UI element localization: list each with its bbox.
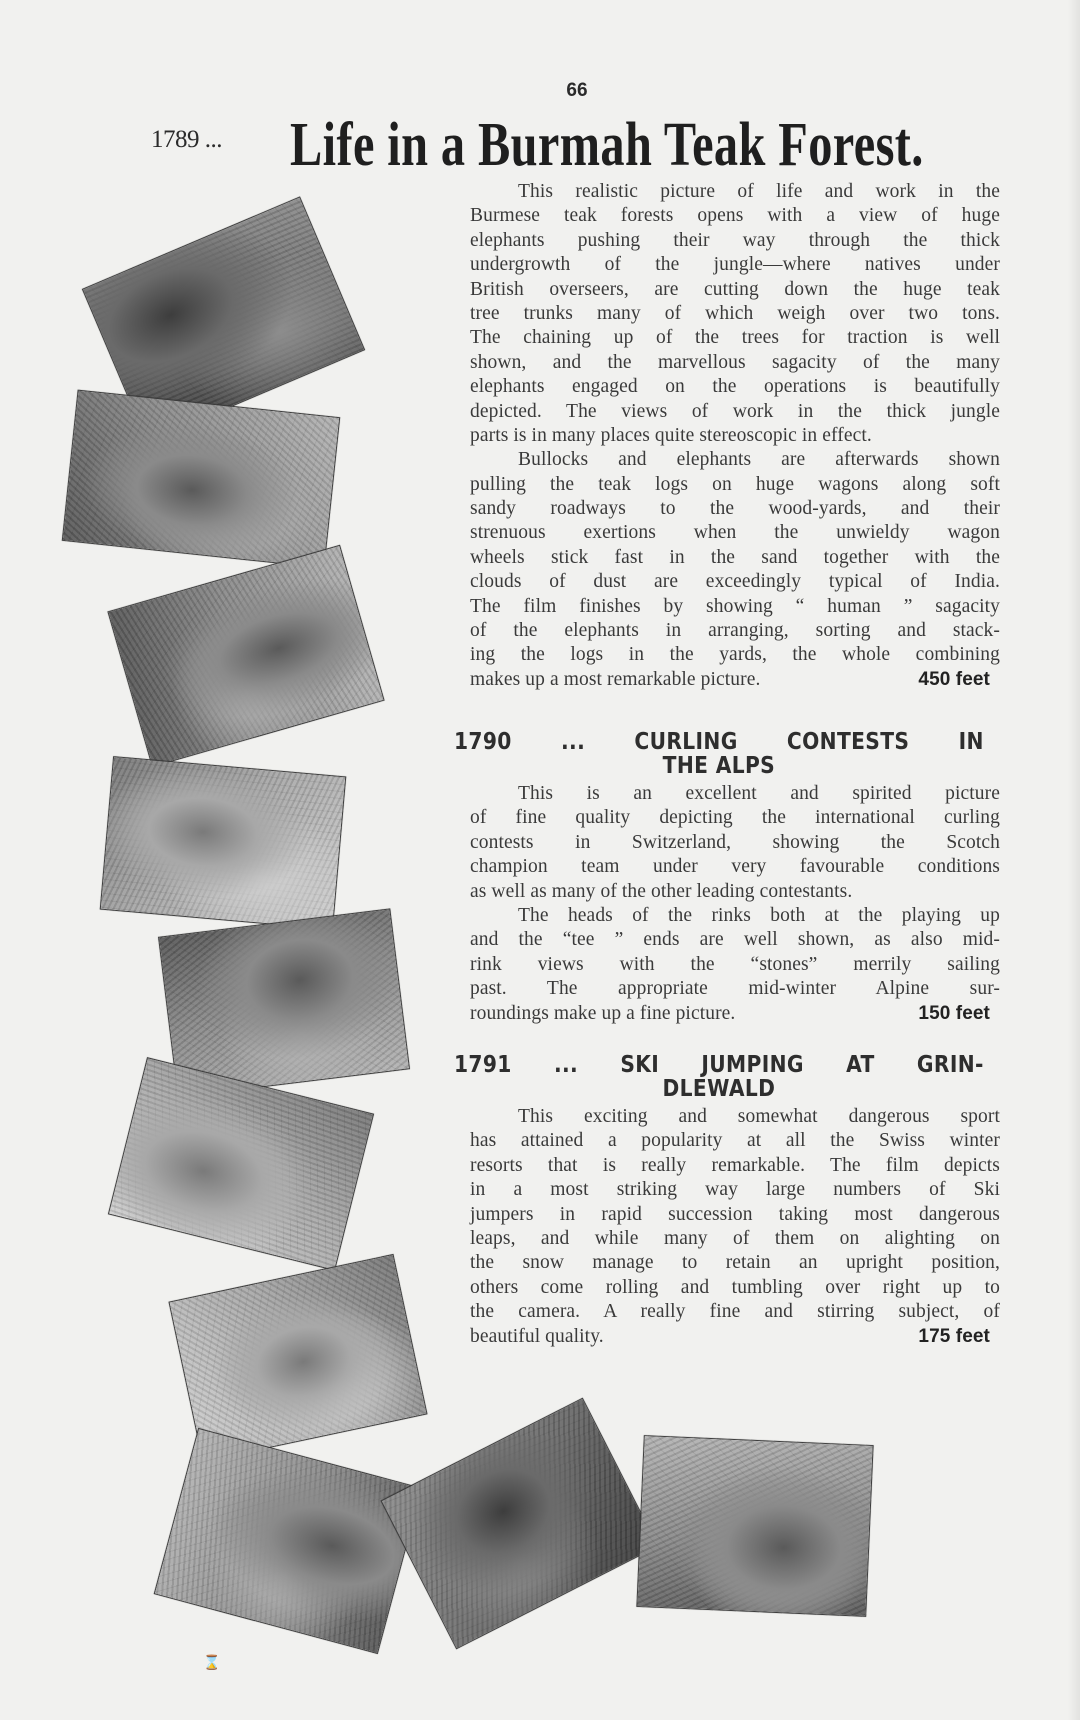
catalogue-number: 1790 ... — [454, 729, 586, 755]
text-line: strenuous exertions when the unwieldy wagon — [470, 522, 1000, 544]
text-line: This realistic picture of life and work in the — [518, 181, 1000, 202]
text-line: jumpers in rapid succession taking most dangerous — [470, 1203, 1000, 1225]
text-line: sandy roadways to the wood-yards, and their — [470, 498, 1000, 520]
text-line: wheels stick fast in the sand together with the — [470, 546, 1000, 568]
text-line: This is an excellent and spirited picture — [518, 783, 1000, 804]
text-line: The heads of the rinks both at the playing up — [518, 904, 1000, 926]
text-line: Burmese teak forests opens with a view of huge — [470, 205, 1000, 227]
text-line: The chaining up of the trees for traction is well — [470, 327, 1000, 349]
print-mark: ⌛ — [203, 1655, 221, 1671]
film-still-photo — [380, 1397, 658, 1649]
text-line — [470, 668, 1000, 692]
main-title: Life in a Burmah Teak Forest. — [290, 111, 924, 179]
paragraph — [470, 782, 1000, 904]
text-line: others come rolling and tumbling over right up to — [470, 1276, 1000, 1298]
text-line-content: parts is in many places quite stereoscopic in effect. — [470, 424, 872, 446]
film-still-photo — [636, 1435, 873, 1617]
entry-1790 — [454, 724, 1000, 1026]
page-edge — [1068, 0, 1080, 1720]
text-line: and the “tee ” ends are well shown, as also mid- — [470, 929, 1000, 951]
entry-heading-line-2: DLEWALD — [662, 1076, 776, 1102]
entry-heading-line-1 — [454, 730, 984, 754]
film-still-photo — [108, 1057, 374, 1271]
photo-image — [381, 1398, 656, 1647]
photo-image — [637, 1436, 872, 1616]
film-still-photo — [62, 390, 340, 569]
text-line — [470, 1002, 1000, 1026]
entry-heading-line-2: THE ALPS — [662, 753, 776, 779]
entry-heading — [454, 730, 1000, 778]
footage-length: 150 feet — [918, 1002, 990, 1024]
photo-image — [155, 1429, 421, 1653]
text-line: undergrowth of the jungle—where natives under — [470, 254, 1000, 276]
text-line: elephants pushing their way through the thick — [470, 229, 1000, 251]
catalogue-number: 1791 ... — [454, 1052, 579, 1078]
page-number: 66 — [566, 80, 588, 101]
entry-1791 — [454, 1047, 1000, 1349]
text-line: The film finishes by showing “ human ” sagacity — [470, 595, 1000, 617]
entry-heading-line-1 — [454, 1053, 984, 1077]
text-line: depicted. The views of work in the thick jungle — [470, 400, 1000, 422]
text-line: has attained a popularity at all the Swiss winter — [470, 1130, 1000, 1152]
text-line: the snow manage to retain an upright position, — [470, 1252, 1000, 1274]
catalogue-number-1789: 1789 ... — [151, 126, 222, 153]
text-line — [470, 880, 1000, 904]
footage-length: 175 feet — [918, 1325, 990, 1347]
paragraph — [470, 904, 1000, 1026]
text-line: This exciting and somewhat dangerous sport — [518, 1106, 1000, 1127]
photo-image — [109, 546, 384, 766]
text-line — [470, 1325, 1000, 1349]
text-line-content: makes up a most remarkable picture. — [470, 668, 761, 690]
entry-1789-description — [470, 180, 1000, 692]
text-line: British overseers, are cutting down the huge teak — [470, 278, 1000, 300]
paragraph — [470, 448, 1000, 692]
text-line — [470, 424, 1000, 448]
text-line: elephants engaged on the operations is beautifully — [470, 376, 1000, 398]
text-line: past. The appropriate mid-winter Alpine sur- — [470, 978, 1000, 1000]
text-line: leaps, and while many of them on alighting on — [470, 1227, 1000, 1249]
text-line: the camera. A really fine and stirring subject, of — [470, 1301, 1000, 1323]
text-line-content: as well as many of the other leading contestants. — [470, 880, 853, 902]
text-line: shown, and the marvellous sagacity of the many — [470, 351, 1000, 373]
text-line: of fine quality depicting the international curling — [470, 807, 1000, 829]
text-line: Bullocks and elephants are afterwards shown — [518, 449, 1000, 471]
footage-length: 450 feet — [918, 668, 990, 690]
text-line: rink views with the “stones” merrily sailing — [470, 953, 1000, 975]
text-line: contests in Switzerland, showing the Scotch — [470, 831, 1000, 853]
entry-title: SKI JUMPING AT GRIN- — [620, 1052, 984, 1078]
paragraph — [470, 180, 1000, 448]
text-line: pulling the teak logs on huge wagons along soft — [470, 473, 1000, 495]
entry-title: CURLING CONTESTS IN — [634, 729, 984, 755]
text-line: resorts that is really remarkable. The film depicts — [470, 1154, 1000, 1176]
text-line-content: roundings make up a fine picture. — [470, 1002, 736, 1024]
text-line: in a most striking way large numbers of Ski — [470, 1179, 1000, 1201]
photo-image — [63, 391, 339, 568]
film-still-photo — [154, 1428, 423, 1654]
film-still-photo — [100, 756, 347, 930]
paragraph — [470, 1105, 1000, 1349]
text-line: champion team under very favourable conditions — [470, 856, 1000, 878]
text-line-content: beautiful quality. — [470, 1325, 604, 1347]
text-line: of the elephants in arranging, sorting and stack- — [470, 620, 1000, 642]
entry-heading — [454, 1053, 1000, 1101]
photo-image — [101, 757, 345, 929]
text-line: clouds of dust are exceedingly typical of India. — [470, 571, 1000, 593]
photo-image — [109, 1058, 373, 1269]
text-line: ing the logs in the yards, the whole combining — [470, 644, 1000, 666]
film-still-photo — [107, 545, 384, 767]
text-line: tree trunks many of which weigh over two tons. — [470, 302, 1000, 324]
